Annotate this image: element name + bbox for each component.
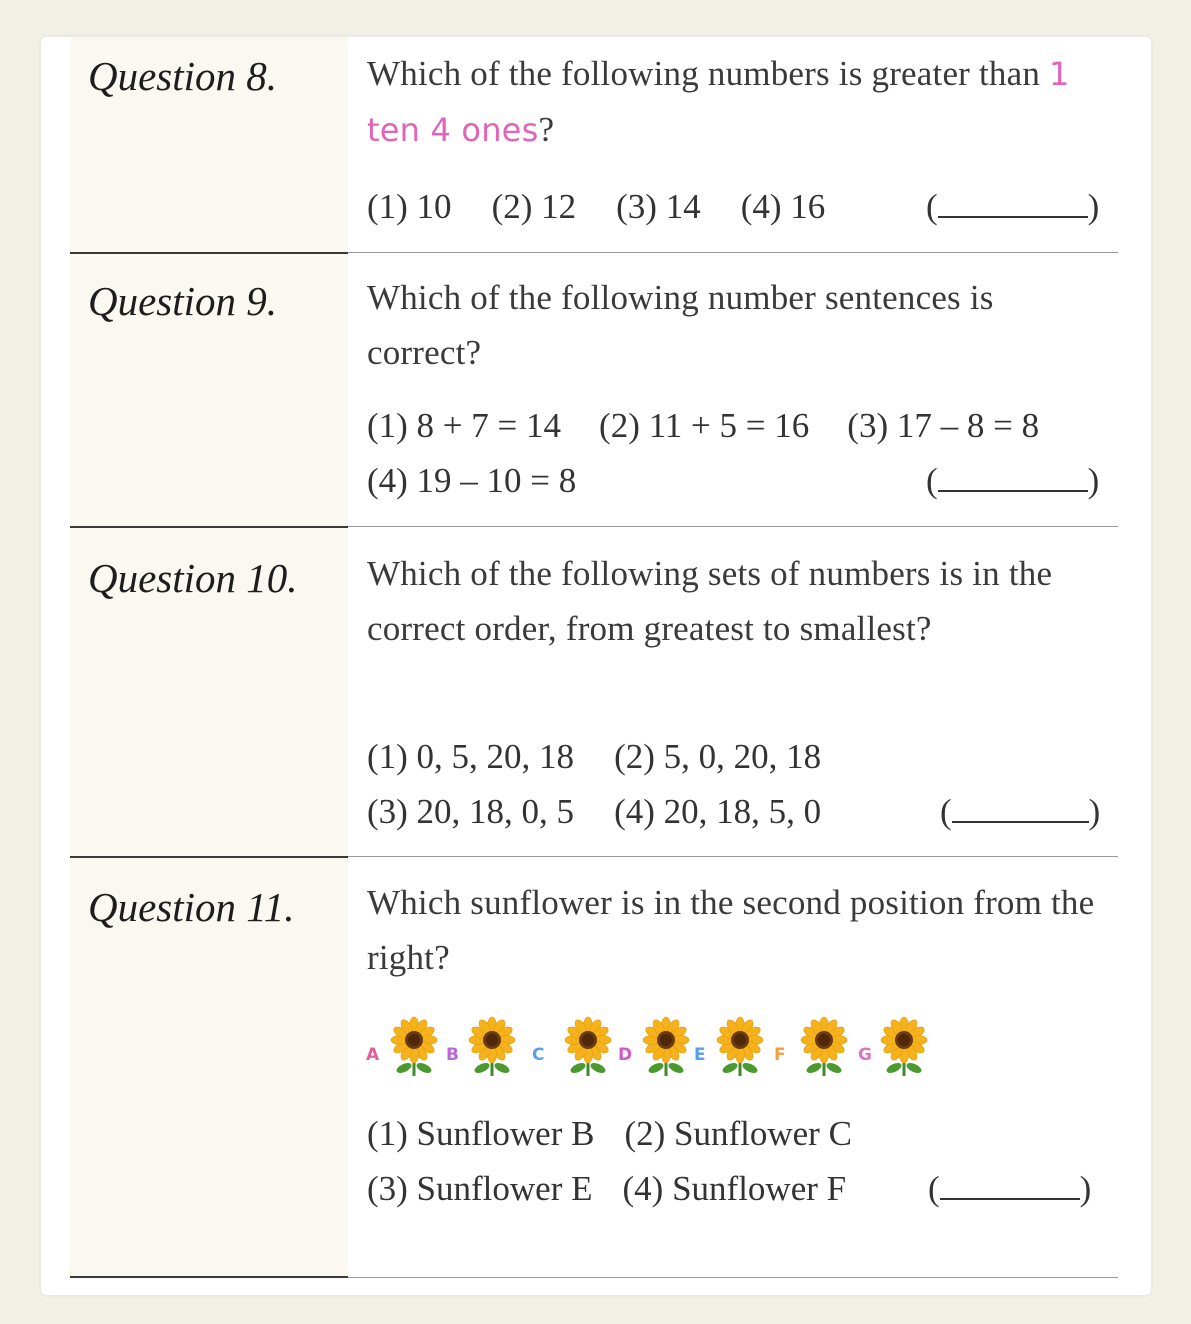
question-9-text: Which of the following number sentences is correct? [367,278,994,372]
sunflower-letter-g: G [858,1045,872,1065]
q10-answer-blank[interactable] [940,792,1100,832]
question-11-text: Which sunflower is in the second position from the right? [367,883,1095,977]
sunflower-icon [796,1016,852,1078]
q11-option-2[interactable]: (2) Sunflower C [624,1114,852,1153]
q8-answer-blank[interactable] [926,187,1099,227]
question-9-options-row1 [367,406,1039,446]
sunflower-letter-f: F [774,1045,786,1065]
q10-answer-line[interactable] [952,795,1089,823]
divider [70,856,348,858]
q11-paren-close: ) [1079,1169,1092,1208]
q8-answer-line[interactable] [938,190,1088,218]
question-8-text [367,46,1107,158]
divider [70,1276,348,1278]
q11-answer-line[interactable] [940,1172,1080,1200]
q11-paren-open: ( [928,1169,940,1208]
question-8-highlight: 1 ten 4 ones [367,55,1070,149]
divider [348,252,1118,253]
question-10-label: Question 10. [88,555,298,601]
sunflower-letter-b: B [446,1045,459,1065]
question-10-options-row2 [367,792,821,832]
question-8-label: Question 8. [88,53,278,99]
question-8-text-before: Which of the following numbers is greater than [367,54,1049,93]
sunflower-icon [560,1016,616,1078]
q9-option-3[interactable]: (3) 17 – 8 = 8 [847,406,1040,445]
divider [70,252,348,254]
question-8-options [367,187,825,227]
question-9-options-row2 [367,461,576,501]
question-9-label: Question 9. [88,278,278,324]
divider [348,856,1118,857]
sunflower-letter-e: E [694,1045,706,1065]
q10-paren-open: ( [940,792,952,831]
q10-option-4[interactable]: (4) 20, 18, 5, 0 [614,792,822,831]
question-10-text: Which of the following sets of numbers is in the correct order, from greatest to smallest? [367,554,1053,648]
q10-option-1[interactable]: (1) 0, 5, 20, 18 [367,737,575,776]
divider [70,526,348,528]
q9-paren-open: ( [926,461,938,500]
sunflower-icon [712,1016,768,1078]
q11-option-4[interactable]: (4) Sunflower F [622,1169,847,1208]
question-8-text-after: ? [538,110,555,149]
question-11-options-row1 [367,1114,852,1154]
q11-option-3[interactable]: (3) Sunflower E [367,1169,593,1208]
sunflower-icon [464,1016,520,1078]
q9-option-1[interactable]: (1) 8 + 7 = 14 [367,406,562,445]
q8-option-1[interactable]: (1) 10 [367,187,452,226]
sunflower-icon [386,1016,442,1078]
q10-option-2[interactable]: (2) 5, 0, 20, 18 [614,737,822,776]
q8-option-4[interactable]: (4) 16 [740,187,826,226]
divider [348,526,1118,527]
sunflower-row [362,1016,942,1080]
q9-answer-blank[interactable] [926,461,1099,501]
q9-answer-line[interactable] [938,464,1088,492]
question-11-options-row2 [367,1169,846,1209]
sunflower-letter-a: A [366,1045,380,1065]
sunflower-icon [638,1016,694,1078]
question-11-label: Question 11. [88,884,295,930]
question-10-options-row1 [367,737,821,777]
q11-option-1[interactable]: (1) Sunflower B [367,1114,595,1153]
sunflower-icon [876,1016,932,1078]
q8-option-3[interactable]: (3) 14 [616,187,701,226]
q10-paren-close: ) [1088,792,1101,831]
sunflower-letter-d: D [618,1045,633,1065]
q9-option-2[interactable]: (2) 11 + 5 = 16 [599,406,810,445]
q8-paren-open: ( [926,187,938,226]
q9-paren-close: ) [1087,461,1100,500]
q8-paren-close: ) [1087,187,1100,226]
q9-option-4[interactable]: (4) 19 – 10 = 8 [367,461,577,500]
label-column [70,37,348,1278]
q8-option-2[interactable]: (2) 12 [491,187,577,226]
q11-answer-blank[interactable] [928,1169,1091,1209]
q10-option-3[interactable]: (3) 20, 18, 0, 5 [367,792,575,831]
sunflower-letter-c: C [532,1045,545,1065]
divider [348,1277,1118,1278]
